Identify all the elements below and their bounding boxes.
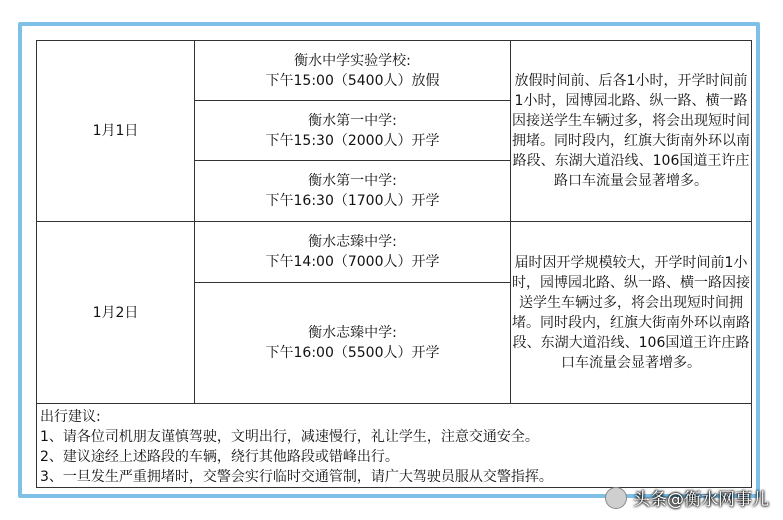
event-cell	[195, 283, 511, 404]
notice-frame	[18, 22, 760, 498]
advice-cell	[37, 404, 752, 488]
event-cell	[195, 41, 511, 101]
event-detail: 下午15:00（5400人）放假	[265, 72, 440, 89]
table-row	[37, 222, 752, 283]
date-cell: 1月2日	[37, 222, 195, 404]
schedule-table	[36, 40, 752, 488]
table-row	[37, 41, 752, 101]
event-school: 衡水志臻中学:	[308, 234, 397, 250]
event-cell	[195, 101, 511, 161]
advice-row	[37, 404, 752, 488]
watermark	[605, 485, 769, 510]
event-detail: 下午16:30（1700人）开学	[265, 193, 440, 209]
watermark-text: 头条@衡水网事儿	[633, 490, 769, 510]
event-school: 衡水志臻中学:	[308, 325, 397, 341]
event-school: 衡水第一中学:	[308, 173, 397, 189]
event-detail: 下午16:00（5500人）开学	[265, 345, 440, 361]
date-cell: 1月1日	[37, 41, 195, 222]
advice-title: 出行建议:	[40, 409, 101, 425]
event-detail: 下午15:30（2000人）开学	[265, 132, 440, 149]
event-school: 衡水中学实验学校:	[294, 52, 411, 69]
note-cell: 届时因开学规模较大，开学时间前1小时，园博园北路、纵一路、横一路因接送学生车辆过多，将会出现短时间拥堵。同时段内，红旗大街南外环以南路段、东湖大道沿线、106国道王许庄路口车流量会显著增多。	[511, 222, 752, 404]
event-cell	[195, 161, 511, 222]
advice-item: 2、建议途经上述路段的车辆，绕行其他路段或错峰出行。	[40, 449, 399, 465]
advice-item: 1、请各位司机朋友谨慎驾驶，文明出行，减速慢行，礼让学生，注意交通安全。	[40, 429, 539, 445]
event-school: 衡水第一中学:	[308, 112, 397, 129]
event-detail: 下午14:00（7000人）开学	[265, 254, 440, 270]
toutiao-logo-icon	[605, 487, 627, 509]
note-cell: 放假时间前、后各1小时，开学时间前1小时，园博园北路、纵一路、横一路因接送学生车辆过多，将会出现短时间拥堵。同时段内，红旗大街南外环以南路段、东湖大道沿线、106国道王许庄路口车流量会显著增多。	[511, 41, 752, 222]
event-cell	[195, 222, 511, 283]
advice-item: 3、一旦发生严重拥堵时，交警会实行临时交通管制，请广大驾驶员服从交警指挥。	[40, 469, 553, 485]
